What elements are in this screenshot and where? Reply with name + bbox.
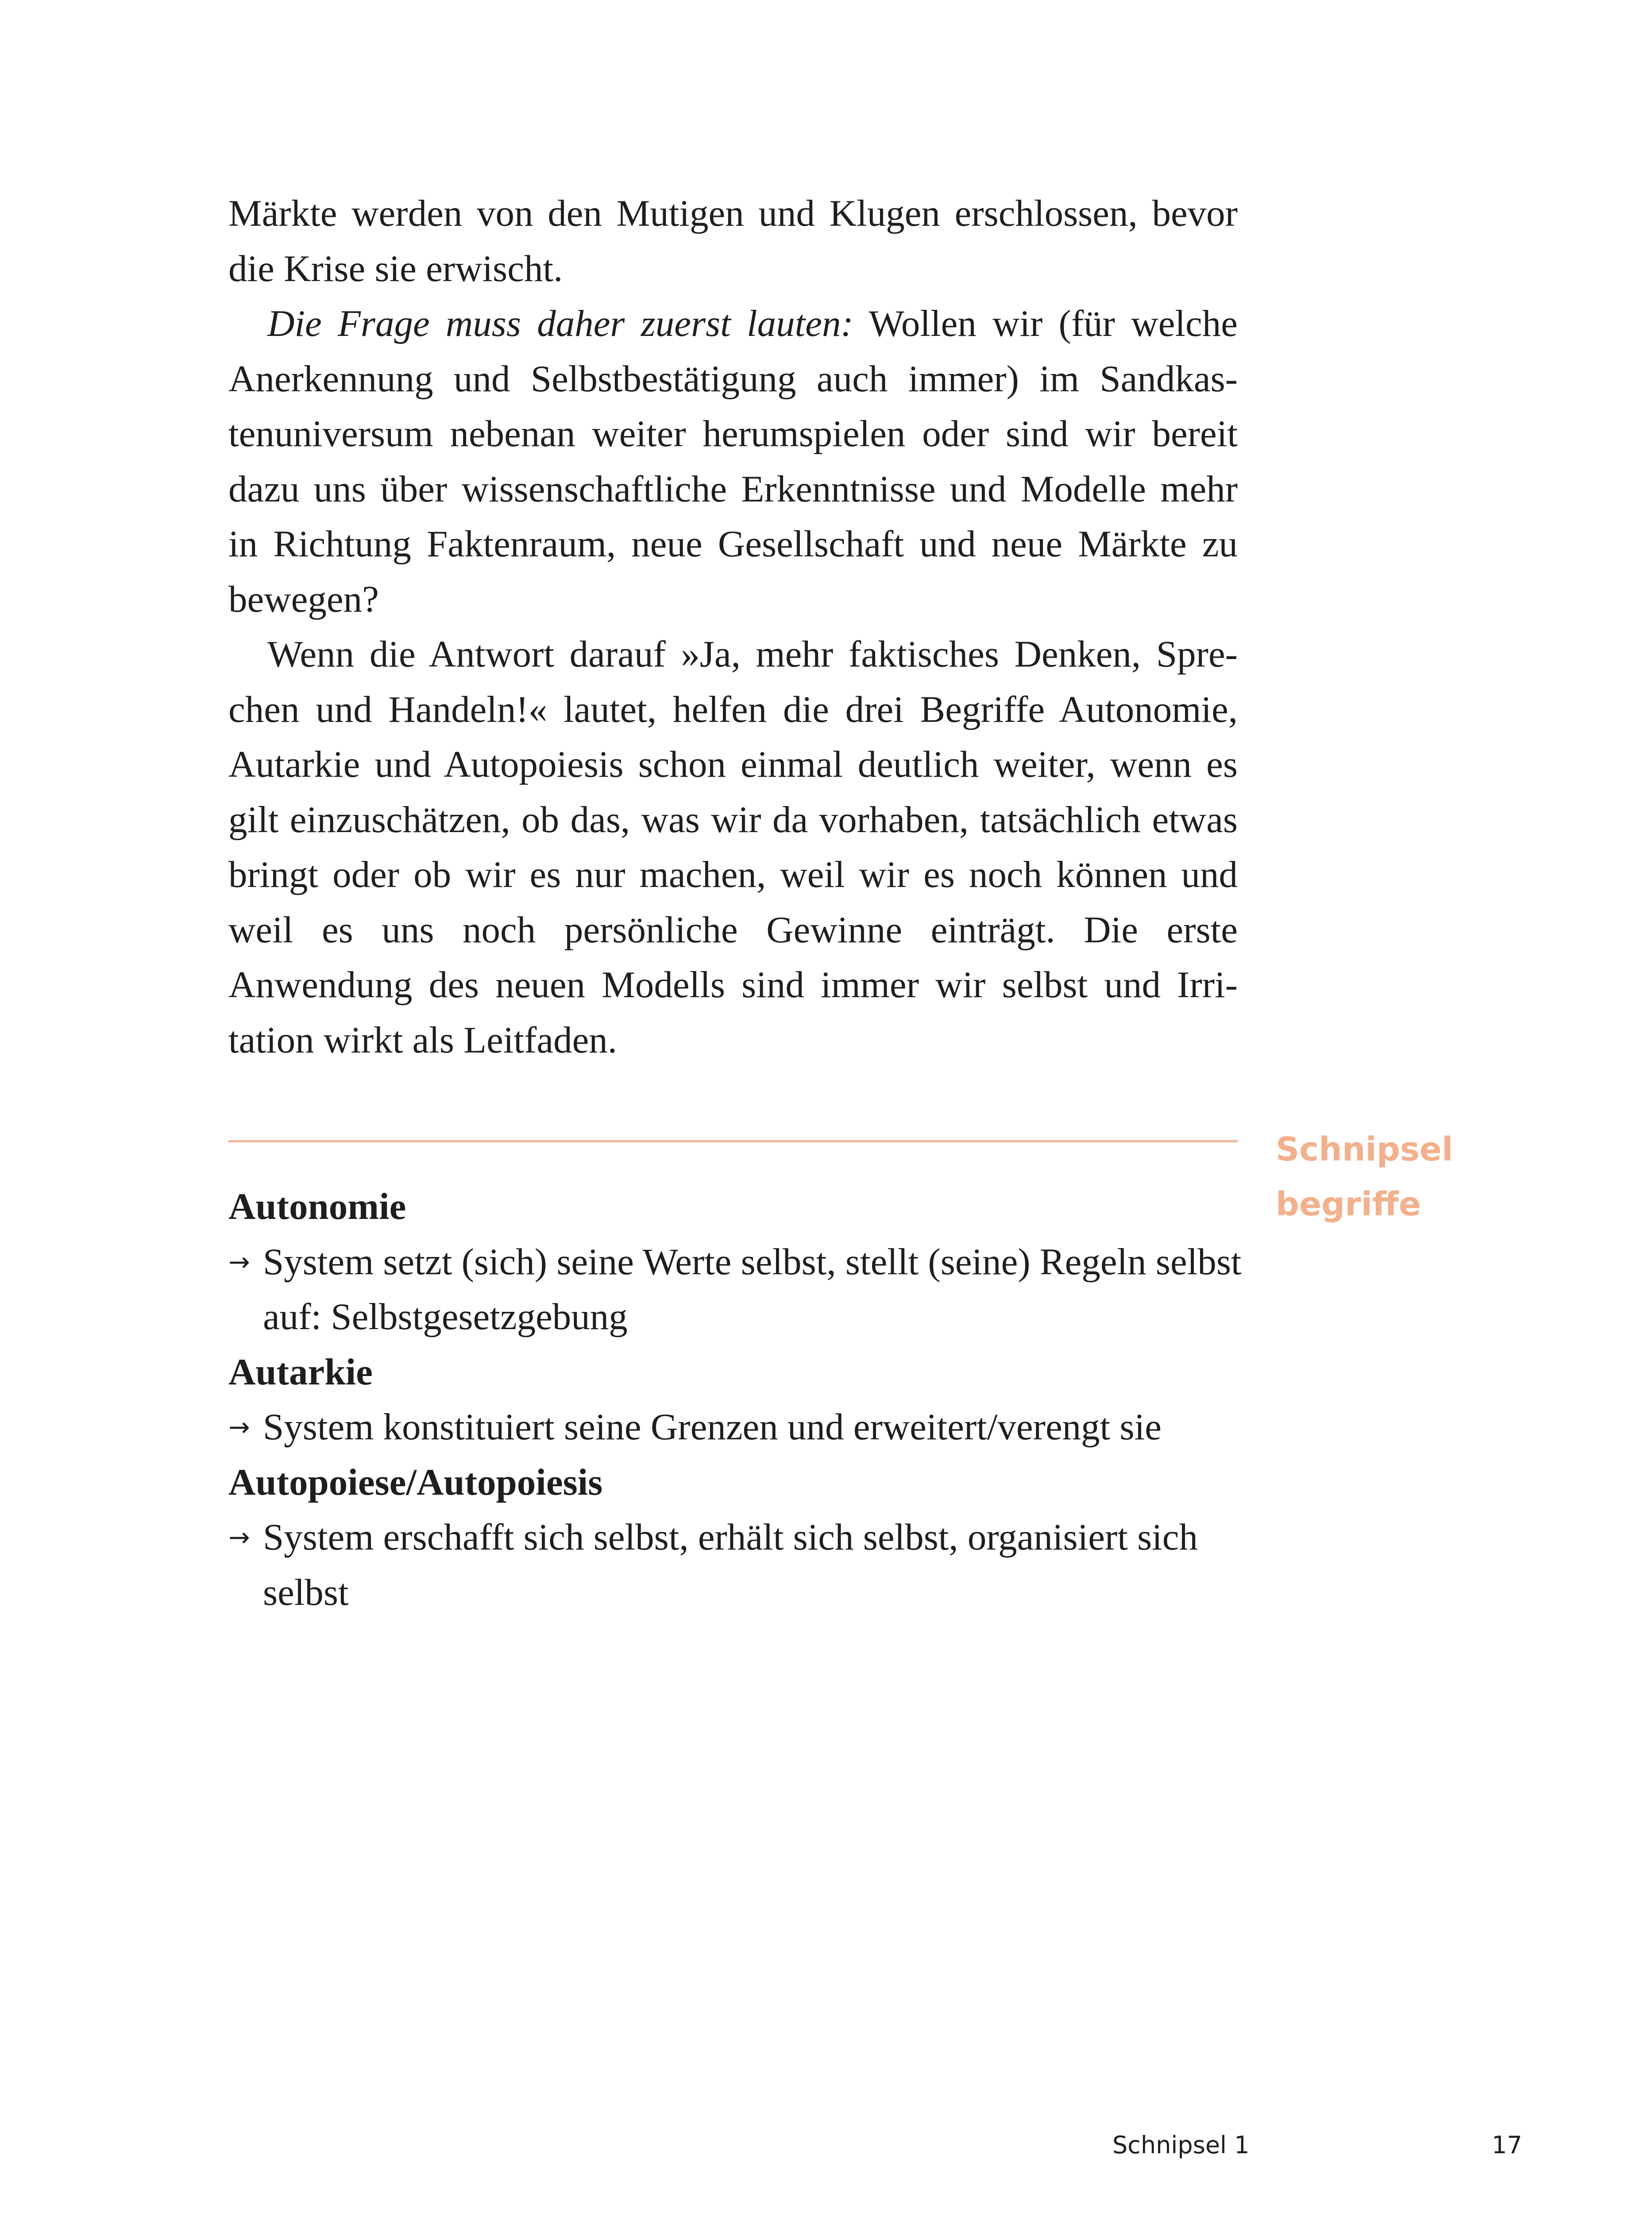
- term-definition: [228, 1400, 1247, 1455]
- term-item-autopoiesis: [228, 1455, 1247, 1620]
- body-text: [228, 186, 1238, 1068]
- term-title: Autarkie: [228, 1351, 373, 1393]
- term-definition-text: System erschafft sich selbst, erhält sich selbst, organisiert sich selbst: [263, 1516, 1198, 1613]
- page-number: 17: [1492, 2131, 1522, 2159]
- body-paragraph-3: Wenn die Antwort darauf »Ja, mehr faktisches Denken, Sprechen und Handeln!« lautet, helfen die drei Begriffe Autonomie, Autarkie und Autopoiesis schon einmal deutlich weiter, wenn es gilt einzuschätzen, ob das, was wir da vorhaben, tatsächlich etwas bringt oder ob wir es nur machen, weil wir es noch können und weil es uns noch persönliche Gewinne einträgt. Die erste Anwendung des neuen Modells sind immer wir selbst und Irritation wirkt als Leitfaden.: [228, 633, 1238, 1061]
- sidebar-heading-line-1: Schnipsel: [1276, 1130, 1453, 1168]
- term-list: [228, 1179, 1247, 1620]
- term-definition-text: System setzt (sich) seine Werte selbst, stellt (seine) Regeln selbst auf: Selbstgesetzgebung: [263, 1241, 1242, 1338]
- arrow-right-icon: →: [228, 1246, 250, 1277]
- term-definition: [228, 1510, 1247, 1620]
- term-item-autarkie: [228, 1345, 1247, 1455]
- sidebar-heading-line-2: begriffe: [1276, 1185, 1421, 1223]
- sidebar-heading: [1276, 1122, 1453, 1232]
- body-paragraph-1: Märkte werden von den Mutigen und Klugen erschlossen, bevor die Krise sie erwischt.: [228, 193, 1238, 289]
- body-paragraph-2-rest: Wollen wir (für welche Anerkennung und Selbstbestätigung auch immer) im Sandkastenuniversum nebenan weiter herumspielen oder sind wir bereit dazu uns über wissenschaftliche Erkenntnisse und Modelle mehr in Richtung Faktenraum, neue Gesellschaft und neue Märkte zu bewegen?: [228, 303, 1238, 620]
- section-divider: [228, 1140, 1238, 1142]
- arrow-right-icon: →: [228, 1522, 250, 1552]
- term-title: Autopoiese/Autopoiesis: [228, 1461, 603, 1503]
- term-definition: [228, 1234, 1247, 1345]
- running-footer-section: Schnipsel 1: [1112, 2131, 1250, 2159]
- term-definition-text: System konstituiert seine Grenzen und erweitert/verengt sie: [263, 1406, 1162, 1448]
- term-item-autonomie: [228, 1179, 1247, 1345]
- body-paragraph-2-lead: Die Frage muss daher zuerst lauten:: [267, 303, 853, 344]
- arrow-right-icon: →: [228, 1412, 250, 1442]
- term-title: Autonomie: [228, 1186, 406, 1227]
- body-paragraph-2: [228, 296, 1238, 627]
